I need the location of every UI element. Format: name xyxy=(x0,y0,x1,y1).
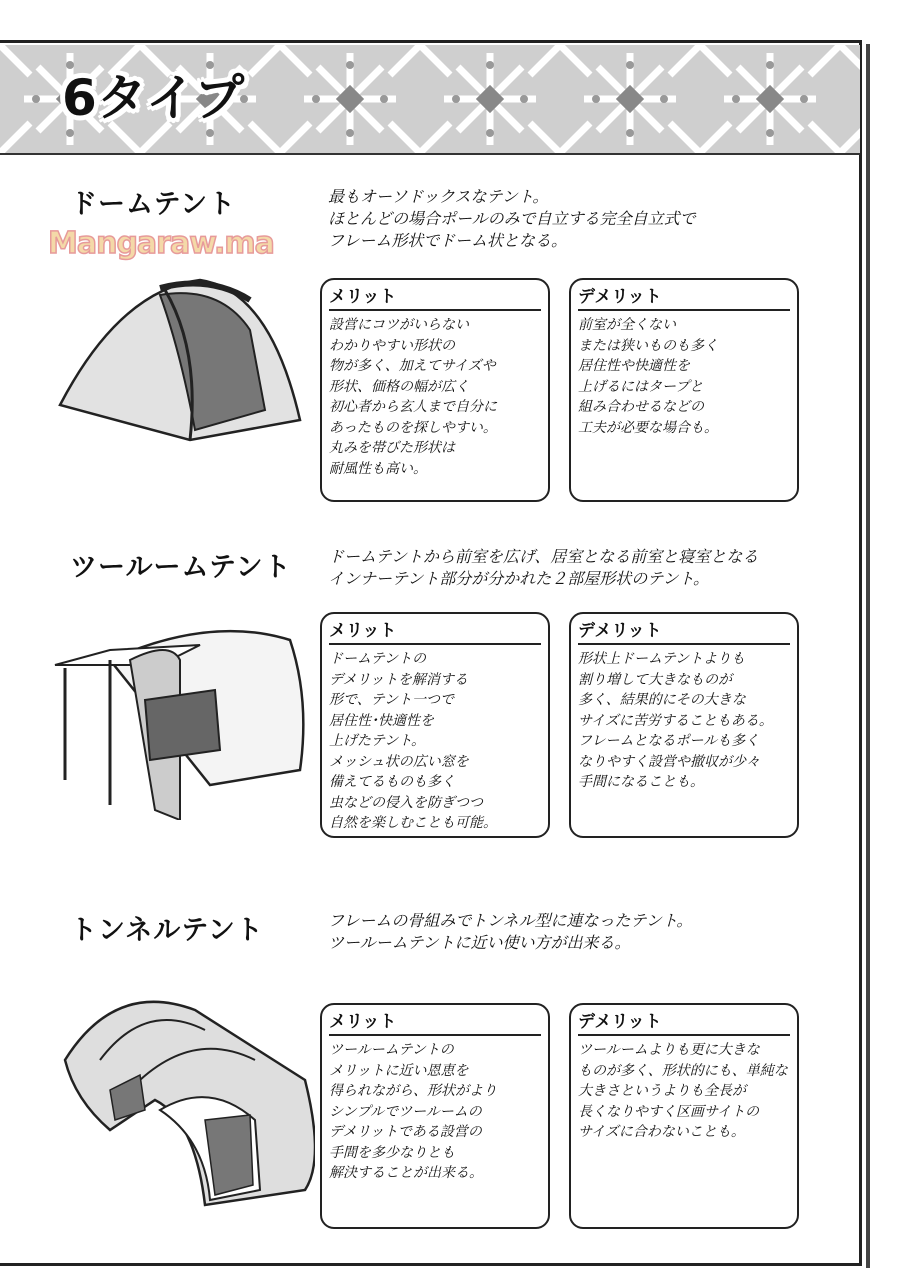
section-heading-two-room: ツールームテント xyxy=(70,552,292,583)
demerit-box-dome xyxy=(569,278,799,502)
demerit-text: 形状上ドームテントよりも 割り増して大きなものが 多く、結果的にその大きな サイズに苦労することもある。 フレームとなるポールも多く なりやすく設営や撤収が少々 手間になることも。 xyxy=(578,651,773,790)
merit-text: 設営にコツがいらない わかりやすい形状の 物が多く、加えてサイズや 形状、価格の幅が広く 初心者から玄人まで自分に あったものを探しやすい。 丸みを帯びた形状は 耐風性も高い。 xyxy=(329,317,497,477)
merit-text: ツールームテントの メリットに近い恩恵を 得られながら、形状がより シンプルでツールームの デメリットである設営の 手間を多少なりとも 解決することが出来る。 xyxy=(329,1042,497,1181)
section-heading-tunnel: トンネルテント xyxy=(70,915,264,946)
demerit-label: デメリット xyxy=(578,1007,790,1036)
section-heading-dome: ドームテント xyxy=(70,189,237,220)
dome-tent-illustration xyxy=(50,270,310,450)
merit-text: ドームテントの デメリットを解消する 形で、テント一つで 居住性･快適性を 上げたテント。 メッシュ状の広い窓を 備えてるものも多く 虫などの侵入を防ぎつつ 自然を楽しむことも可能。 xyxy=(329,651,497,831)
demerit-label: デメリット xyxy=(578,282,790,311)
merit-box-dome xyxy=(320,278,550,502)
page-title: 6タイプ xyxy=(62,69,245,127)
two-room-tent-illustration xyxy=(50,620,320,820)
page-edge xyxy=(866,44,870,1268)
section-description-tunnel: フレームの骨組みでトンネル型に連なったテント。 ツールームテントに近い使い方が出来る。 xyxy=(328,911,693,952)
demerit-box-tunnel xyxy=(569,1003,799,1229)
merit-box-tunnel xyxy=(320,1003,550,1229)
merit-label: メリット xyxy=(329,282,541,311)
demerit-text: ツールームよりも更に大きな ものが多く、形状的にも、単純な 大きさというよりも全長が 長くなりやすく区画サイトの サイズに合わないことも。 xyxy=(578,1042,788,1140)
demerit-label: デメリット xyxy=(578,616,790,645)
merit-label: メリット xyxy=(329,616,541,645)
merit-label: メリット xyxy=(329,1007,541,1036)
merit-box-two-room xyxy=(320,612,550,838)
demerit-text: 前室が全くない または狭いものも多く 居住性や快適性を 上げるにはタープと 組み合わせるなどの 工夫が必要な場合も。 xyxy=(578,317,718,436)
section-description-dome: 最もオーソドックスなテント。 ほとんどの場合ポールのみで自立する完全自立式で フレーム形状でドーム状となる。 xyxy=(328,187,696,250)
demerit-box-two-room xyxy=(569,612,799,838)
section-description-two-room: ドームテントから前室を広げ、居室となる前室と寝室となる インナーテント部分が分かれた２部屋形状のテント。 xyxy=(328,547,759,588)
watermark: Mangaraw.ma xyxy=(48,226,274,261)
tunnel-tent-illustration xyxy=(55,990,315,1210)
